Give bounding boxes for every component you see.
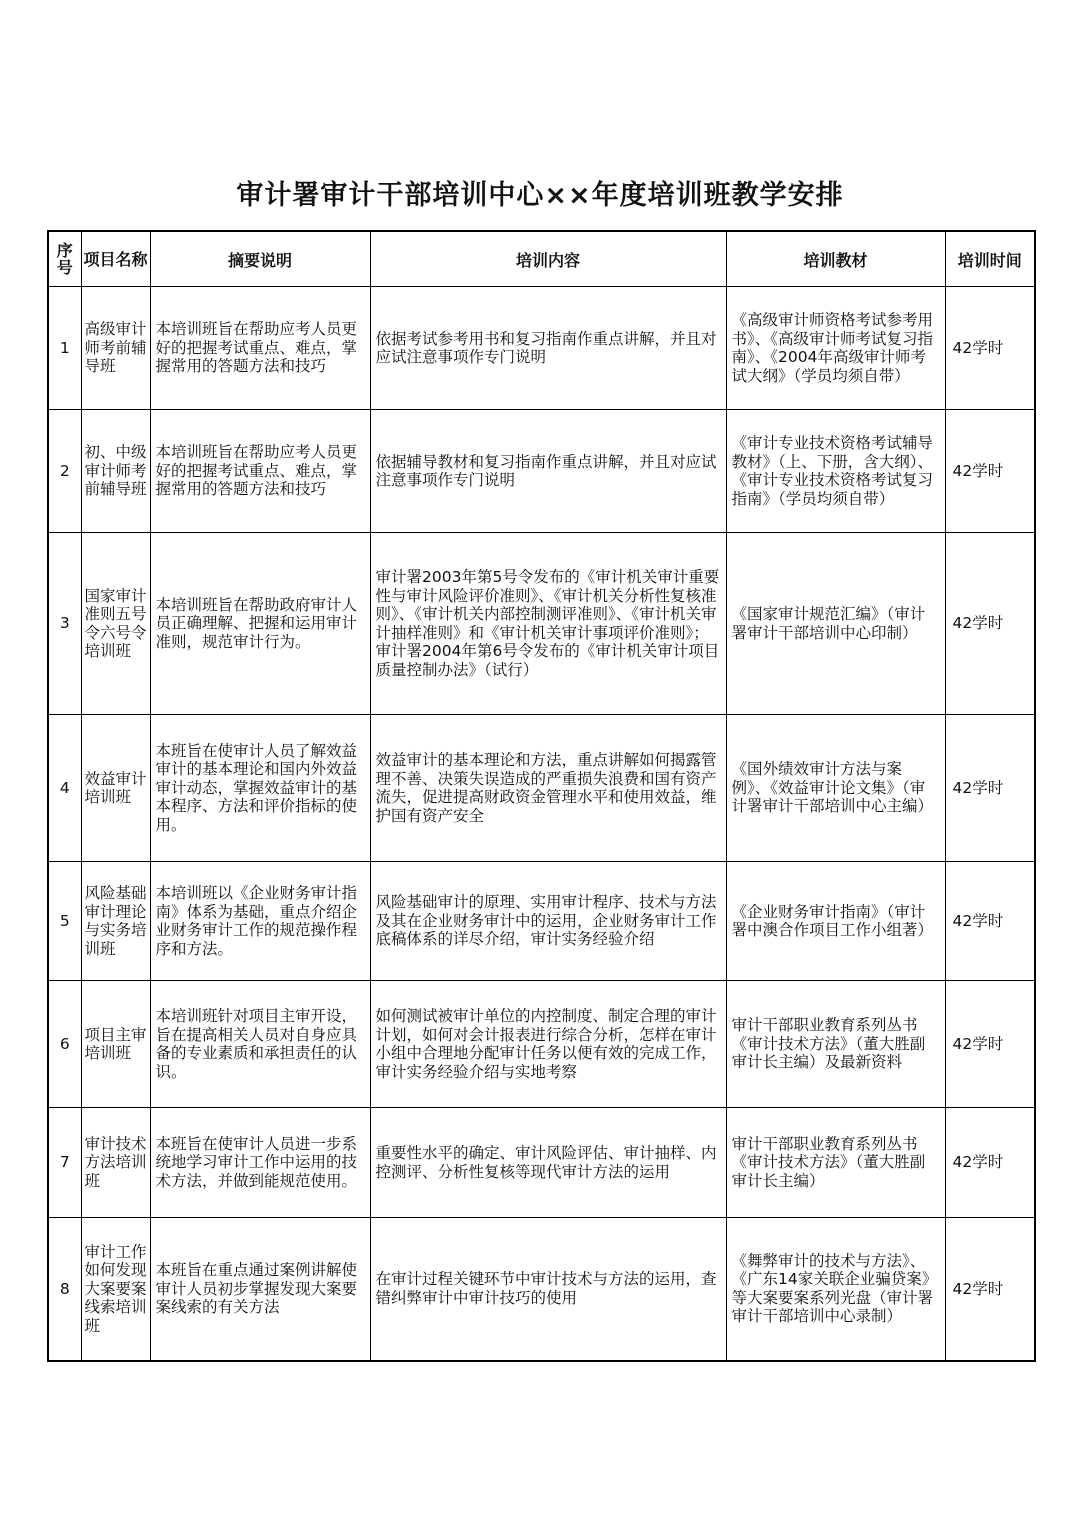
row-content: 依据考试参考用书和复习指南作重点讲解，并且对应试注意事项作专门说明: [370, 287, 726, 410]
row-content: 在审计过程关键环节中审计技术与方法的运用，查错纠弊审计中审计技巧的使用: [370, 1218, 726, 1361]
page-title: 审计署审计干部培训中心××年度培训班教学安排: [236, 180, 844, 211]
table-row: [48, 715, 1035, 862]
table-row: [48, 862, 1035, 981]
row-materials: 《企业财务审计指南》（审计署中澳合作项目工作小组著）: [726, 862, 945, 981]
row-project-name: 项目主审培训班: [81, 981, 150, 1108]
row-number: 4: [48, 715, 81, 862]
row-content: 风险基础审计的原理、实用审计程序、技术与方法及其在企业财务审计中的运用，企业财务审计工作底稿体系的详尽介绍，审计实务经验介绍: [370, 862, 726, 981]
row-materials: 审计干部职业教育系列丛书《审计技术方法》（董大胜副审计长主编）及最新资料: [726, 981, 945, 1108]
row-number: 3: [48, 533, 81, 715]
row-time: 42学时: [945, 981, 1035, 1108]
table-row: [48, 981, 1035, 1108]
row-summary: 本班旨在使审计人员了解效益审计的基本理论和国内外效益审计动态，掌握效益审计的基本程序、方法和评价指标的使用。: [150, 715, 370, 862]
row-summary: 本培训班旨在帮助应考人员更好的把握考试重点、难点，掌握常用的答题方法和技巧: [150, 410, 370, 533]
row-materials: 《国外绩效审计方法与案例》、《效益审计论文集》（审计署审计干部培训中心主编）: [726, 715, 945, 862]
header-number: 序号: [48, 231, 81, 287]
row-materials: 《舞弊审计的技术与方法》、《广东14家关联企业骗贷案》等大案要案系列光盘（审计署审计干部培训中心录制）: [726, 1218, 945, 1361]
row-summary: 本班旨在重点通过案例讲解使审计人员初步掌握发现大案要案线索的有关方法: [150, 1218, 370, 1361]
row-time: 42学时: [945, 715, 1035, 862]
table-row: [48, 410, 1035, 533]
row-content: 审计署2003年第5号令发布的《审计机关审计重要性与审计风险评价准则》、《审计机关分析性复核准则》、《审计机关内部控制测评准则》、《审计机关审计抽样准则》和《审计机关审计事项评价准则》；审计署2004年第6号令发布的《审计机关审计项目质量控制办法》（试行）: [370, 533, 726, 715]
row-time: 42学时: [945, 1218, 1035, 1361]
row-time: 42学时: [945, 533, 1035, 715]
row-number: 8: [48, 1218, 81, 1361]
row-project-name: 审计技术方法培训班: [81, 1108, 150, 1218]
table-row: [48, 287, 1035, 410]
table-row: [48, 533, 1035, 715]
row-summary: 本培训班以《企业财务审计指南》体系为基础，重点介绍企业财务审计工作的规范操作程序和方法。: [150, 862, 370, 981]
training-schedule-table: [47, 230, 1036, 1362]
row-content: 效益审计的基本理论和方法，重点讲解如何揭露管理不善、决策失误造成的严重损失浪费和国有资产流失，促进提高财政资金管理水平和使用效益，维护国有资产安全: [370, 715, 726, 862]
row-time: 42学时: [945, 287, 1035, 410]
row-project-name: 初、中级审计师考前辅导班: [81, 410, 150, 533]
row-summary: 本培训班针对项目主审开设，旨在提高相关人员对自身应具备的专业素质和承担责任的认识。: [150, 981, 370, 1108]
row-summary: 本培训班旨在帮助政府审计人员正确理解、把握和运用审计准则，规范审计行为。: [150, 533, 370, 715]
header-materials: 培训教材: [726, 231, 945, 287]
header-summary: 摘要说明: [150, 231, 370, 287]
row-content: 如何测试被审计单位的内控制度、制定合理的审计计划，如何对会计报表进行综合分析，怎样在审计小组中合理地分配审计任务以便有效的完成工作，审计实务经验介绍与实地考察: [370, 981, 726, 1108]
row-materials: 《国家审计规范汇编》（审计署审计干部培训中心印制）: [726, 533, 945, 715]
table-row: [48, 1108, 1035, 1218]
row-time: 42学时: [945, 410, 1035, 533]
row-number: 5: [48, 862, 81, 981]
row-materials: 《高级审计师资格考试参考用书》、《高级审计师考试复习指南》、《2004年高级审计师考试大纲》（学员均须自带）: [726, 287, 945, 410]
row-project-name: 高级审计师考前辅导班: [81, 287, 150, 410]
row-time: 42学时: [945, 862, 1035, 981]
table-header-row: [48, 231, 1035, 287]
table-row: [48, 1218, 1035, 1361]
header-time: 培训时间: [945, 231, 1035, 287]
row-materials: 《审计专业技术资格考试辅导教材》（上、下册，含大纲）、《审计专业技术资格考试复习指南》（学员均须自带）: [726, 410, 945, 533]
row-content: 重要性水平的确定、审计风险评估、审计抽样、内控测评、分析性复核等现代审计方法的运用: [370, 1108, 726, 1218]
row-summary: 本培训班旨在帮助应考人员更好的把握考试重点、难点，掌握常用的答题方法和技巧: [150, 287, 370, 410]
row-project-name: 国家审计准则五号令六号令培训班: [81, 533, 150, 715]
header-content: 培训内容: [370, 231, 726, 287]
row-number: 6: [48, 981, 81, 1108]
row-project-name: 审计工作如何发现大案要案线索培训班: [81, 1218, 150, 1361]
row-content: 依据辅导教材和复习指南作重点讲解，并且对应试注意事项作专门说明: [370, 410, 726, 533]
row-time: 42学时: [945, 1108, 1035, 1218]
row-project-name: 风险基础审计理论与实务培训班: [81, 862, 150, 981]
row-number: 2: [48, 410, 81, 533]
row-materials: 审计干部职业教育系列丛书《审计技术方法》（董大胜副审计长主编）: [726, 1108, 945, 1218]
row-number: 1: [48, 287, 81, 410]
row-project-name: 效益审计培训班: [81, 715, 150, 862]
row-summary: 本班旨在使审计人员进一步系统地学习审计工作中运用的技术方法，并做到能规范使用。: [150, 1108, 370, 1218]
header-project-name: 项目名称: [81, 231, 150, 287]
row-number: 7: [48, 1108, 81, 1218]
